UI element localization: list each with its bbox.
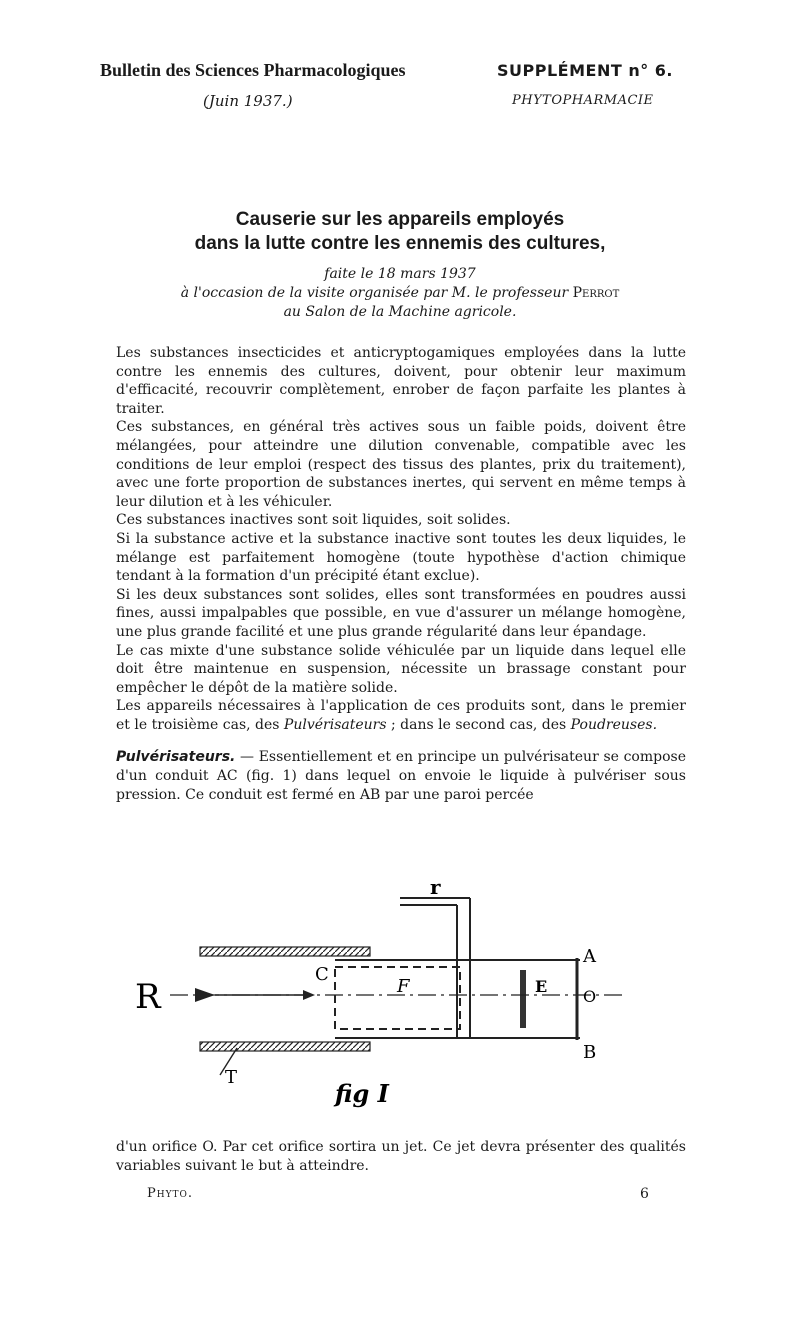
paragraph-2: Ces substances, en général très actives sous un faible poids, doivent être mélangées, pour atteindre une dilution convenable, compatible avec les conditions de leur emploi (respect des tissus des plantes, prix du traitement), avec une forte proportion de substances inertes, qui servent en même temps à leur dilution et à les véhiculer. xyxy=(116,419,686,510)
journal-title: Bulletin des Sciences Pharmacologiques xyxy=(100,60,406,80)
tube-wall-bottom xyxy=(200,1042,370,1051)
paragraph-3: Ces substances inactives sont soit liquides, soit solides. xyxy=(116,512,511,529)
article-body xyxy=(116,344,686,804)
paragraph-8 xyxy=(116,748,686,804)
element-e xyxy=(520,970,526,1028)
label-o: O xyxy=(583,987,597,1006)
subtitle-occasion xyxy=(0,285,800,301)
tube-wall-top xyxy=(200,947,370,956)
label-b: B xyxy=(583,1042,597,1063)
closing-paragraph: d'un orifice O. Par cet orifice sortira un jet. Ce jet devra présenter des qualités variables suivant le but à atteindre. xyxy=(116,1139,686,1174)
issue-date: (Juin 1937.) xyxy=(203,92,293,110)
subtitle-venue: au Salon de la Machine agricole. xyxy=(283,304,517,320)
article-title-line-1: Causerie sur les appareils employés xyxy=(235,209,565,230)
term-poudreuses: Poudreuses. xyxy=(570,716,658,733)
paragraph-5: Si les deux substances sont solides, elles sont transformées en poudres aussi fines, aussi impalpables que possible, en vue d'assurer un mélange homogène, une plus grande facilité et une plus grande régularité dans leur épandage. xyxy=(116,586,686,640)
supplement-number: SUPPLÉMENT n° 6. xyxy=(497,61,673,80)
label-e: E xyxy=(535,977,548,996)
paragraph-8-text: — Essentiellement et en principe un pulvérisateur se compose d'un conduit AC (fig. 1) dans lequel on envoie le liquide à pulvériser sous pression. Ce conduit est fermé en AB par une paroi percée xyxy=(116,749,686,803)
figure-1-sprayer-diagram xyxy=(125,880,645,1110)
paragraph-6: Le cas mixte d'une substance solide véhiculée par un liquide dans lequel elle doit être maintenue en suspension, nécessite un brassage constant pour empêcher le dépôt de la matière solide. xyxy=(116,642,686,696)
paragraph-1: Les substances insecticides et anticryptogamiques employées dans la lutte contre les ennemis des cultures, doivent, pour obtenir leur maximum d'efficacité, recouvrir complètement, enrober de façon parfaite les plantes à traiter. xyxy=(116,345,686,417)
label-c: C xyxy=(315,964,329,985)
paragraph-4: Si la substance active et la substance inactive sont toutes les deux liquides, le mélange est parfaitement homogène (toute hypothèse d'action chimique tendant à la formation d'un précipité étant exclue). xyxy=(116,530,686,585)
paragraph-7 xyxy=(116,697,686,734)
subtitle-occasion-text: à l'occasion de la visite organisée par M. le professeur xyxy=(180,285,569,301)
term-pulverisateurs: Pulvérisateurs xyxy=(283,716,387,733)
flow-arrow xyxy=(195,988,215,1002)
label-f: F xyxy=(397,976,410,997)
page-number: 6 xyxy=(640,1186,649,1202)
figure-caption: fig I xyxy=(335,1079,389,1108)
label-t: T xyxy=(225,1067,238,1088)
professor-name: Perrot xyxy=(572,285,620,301)
flow-arrow-head xyxy=(303,990,315,1000)
paragraph-7-a: Les appareils nécessaires à l'application de ces produits sont, dans le premier et le troisième cas, des xyxy=(116,698,686,733)
paragraph-7-c: ; dans le second cas, des xyxy=(391,716,567,733)
section-heading-pulverisateurs: Pulvérisateurs. xyxy=(116,749,236,766)
section-name: PHYTOPHARMACIE xyxy=(512,93,654,108)
subtitle-date: faite le 18 mars 1937 xyxy=(324,266,476,282)
label-r: r xyxy=(430,880,441,899)
label-big-r: R xyxy=(135,977,161,1017)
label-a: A xyxy=(583,946,596,967)
footer-section: Phyto. xyxy=(147,1186,194,1201)
article-title-line-2: dans la lutte contre les ennemis des cultures, xyxy=(194,233,606,254)
